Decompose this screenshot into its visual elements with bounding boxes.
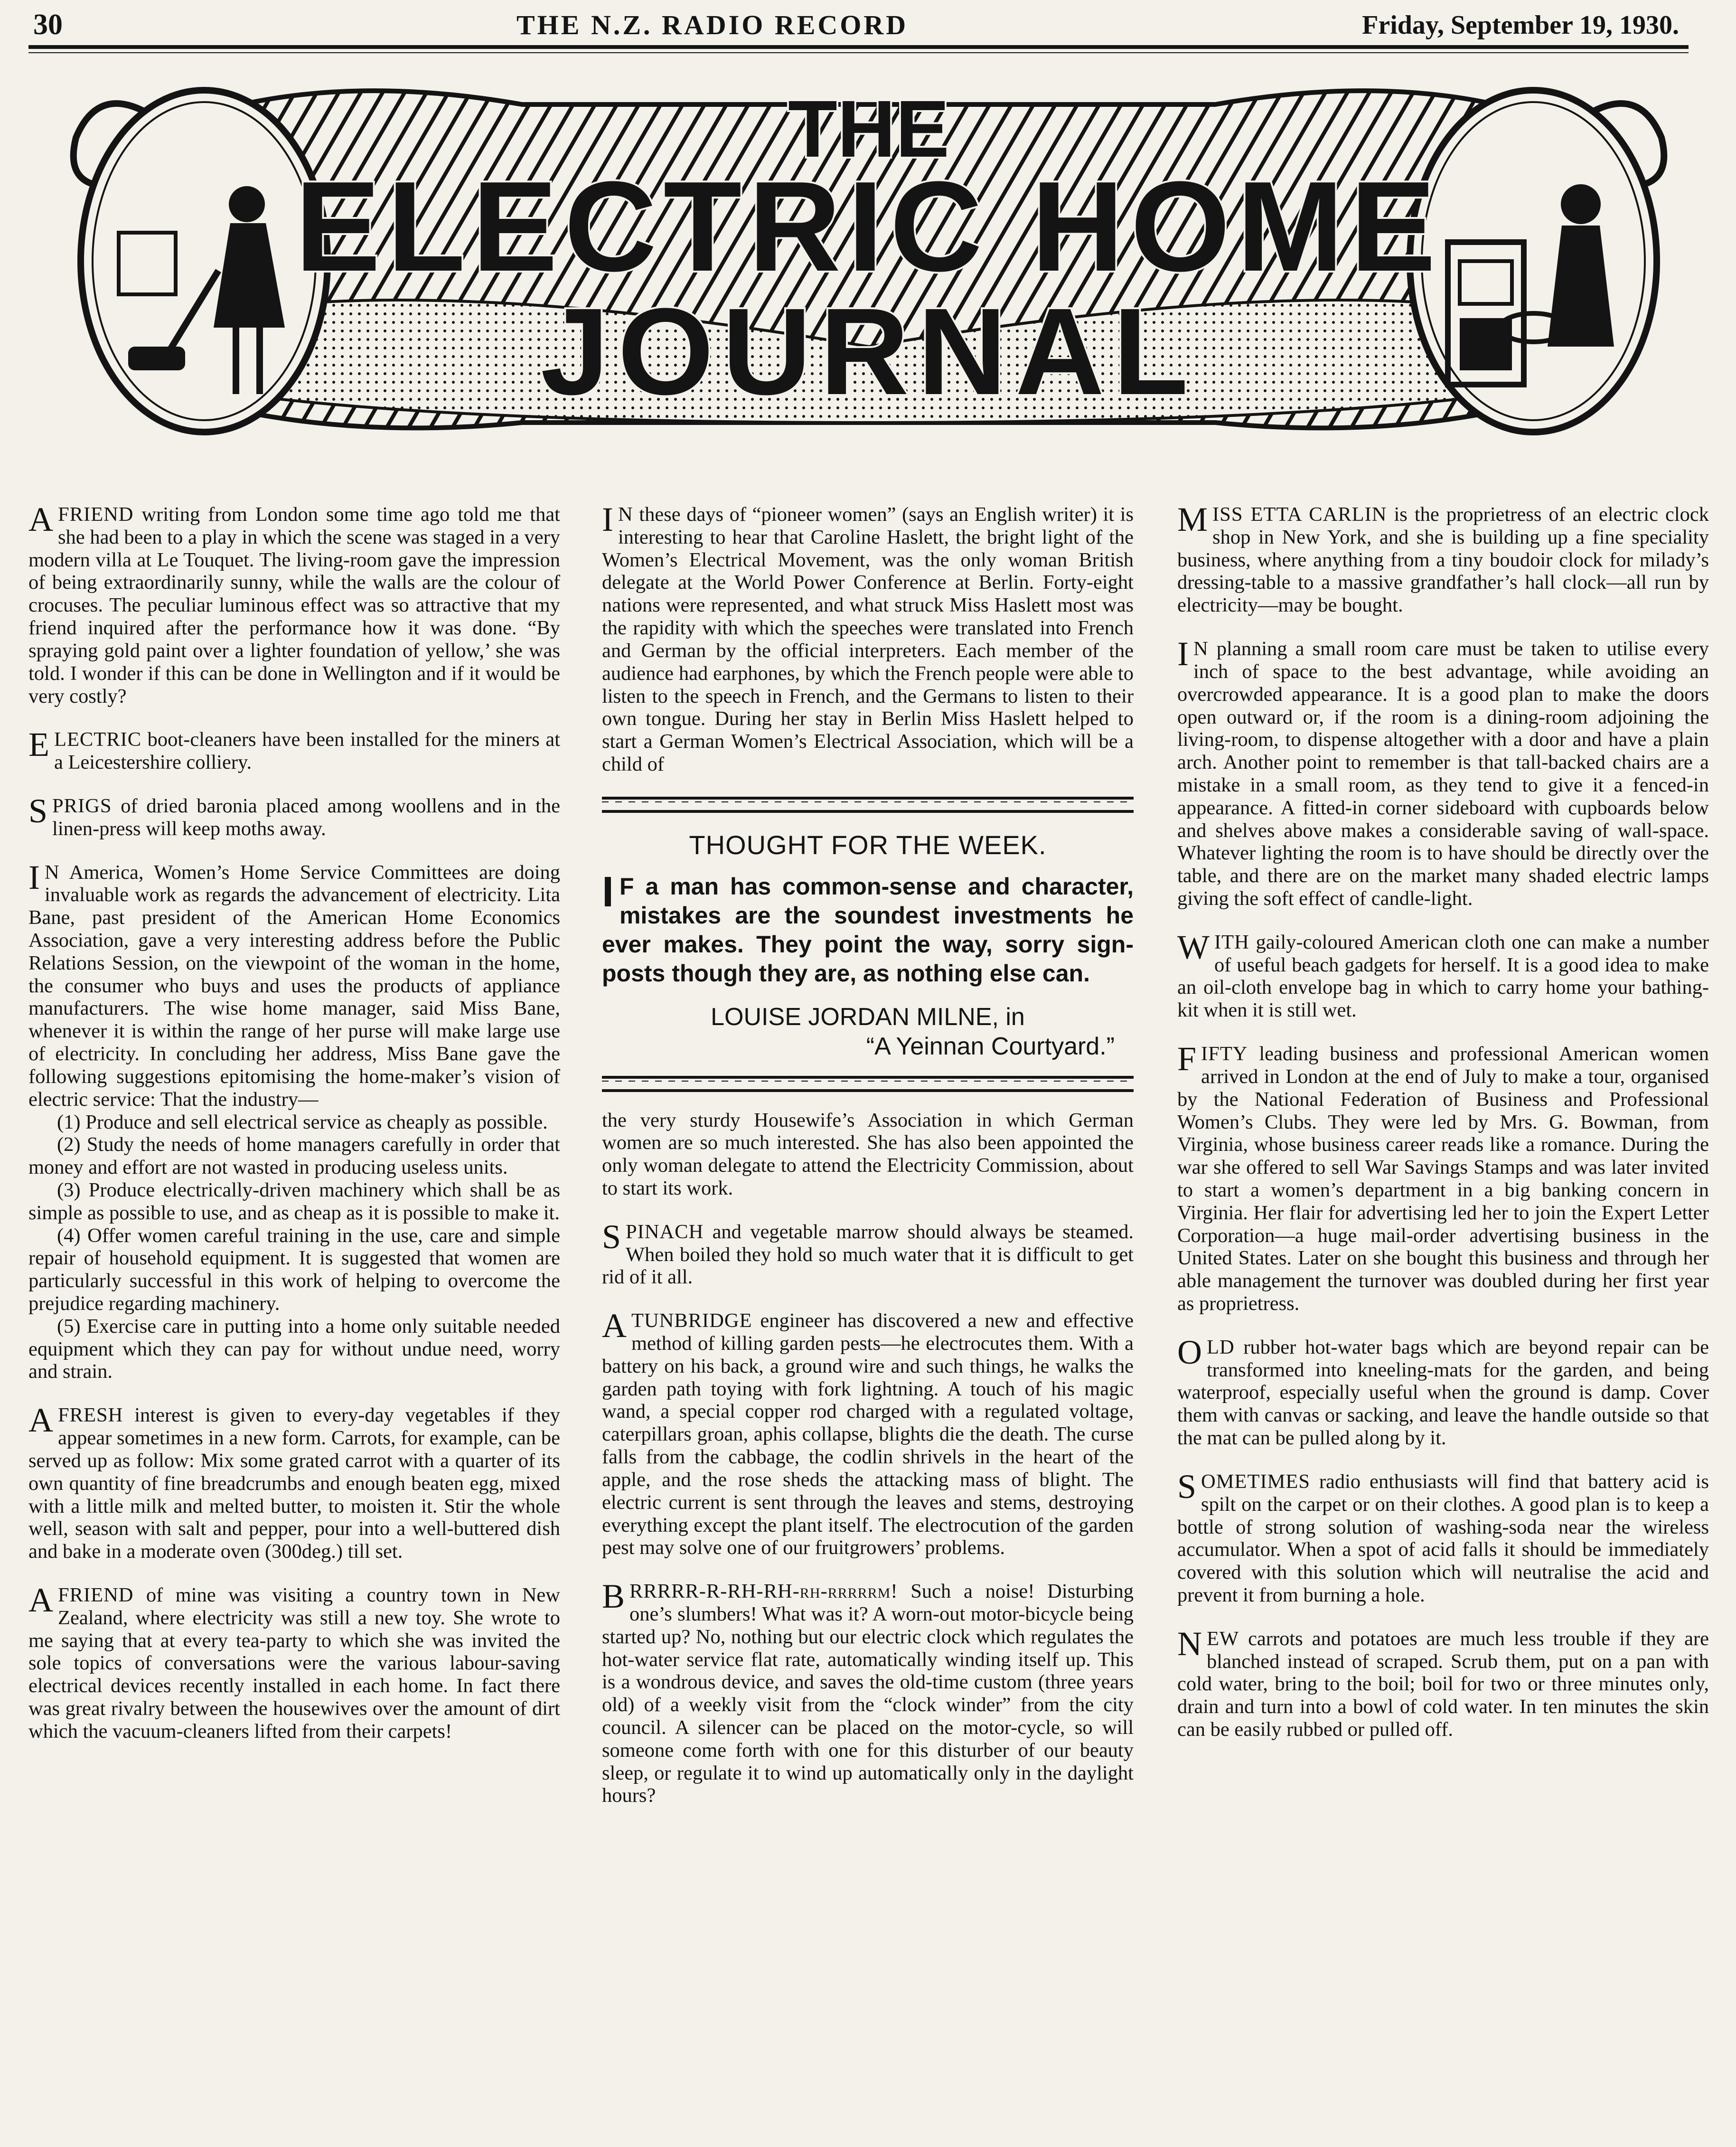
article	[28, 1401, 561, 1563]
article-body	[1177, 928, 1709, 1022]
ornamental-divider-bottom	[602, 1076, 1134, 1092]
article	[1177, 1333, 1709, 1450]
thought-source: “A Yeinnan Courtyard.”	[866, 1033, 1115, 1061]
article-body	[28, 725, 560, 774]
article-body	[1177, 1467, 1709, 1607]
column-2	[602, 500, 1134, 1828]
article	[28, 725, 560, 774]
article	[602, 1109, 1134, 1200]
article-body	[1177, 1040, 1709, 1315]
ornamental-divider-top	[602, 797, 1134, 813]
lead-in: OMETIMES	[1201, 1470, 1310, 1493]
article	[602, 1309, 1134, 1559]
thought-drop-cap: I	[602, 868, 614, 916]
lead-in: LECTRIC	[54, 728, 142, 751]
drop-cap: A	[28, 1581, 53, 1619]
article-text: and vegetable marrow should always be steamed. When boiled they hold so much water that it is difficult to get rid of it all.	[602, 1220, 1134, 1289]
drop-cap: B	[602, 1577, 625, 1616]
article	[602, 1217, 1134, 1289]
masthead-line-journal: JOURNAL	[540, 283, 1197, 421]
article-text: writing from London some time ago told me that she had been to a play in which the scene was staged in a very modern villa at Le Touquet. The living-room gave the impression of being extraordinarily sunny, while the walls are the colour of crocuses. The peculiar luminous effect was so attractive that my friend inquired after the performance how it was done. “By spraying gold paint over a lighter foundation of yellow,’ she was told. I wonder if this can be done in Wellington and if it would be very costly?	[28, 503, 560, 707]
lead-in: RRRRR-R-RH-RH-rh-rrrrrm!	[629, 1580, 898, 1603]
drop-cap: W	[1177, 928, 1210, 966]
article-text: gaily-coloured American cloth one can make a number of useful beach gadgets for herself. It is a good idea to make an oil-cloth envelope bag in which to carry home your bathing-kit when it is still wet.	[1177, 931, 1709, 1022]
masthead-illustration	[47, 62, 1690, 475]
thought-text	[602, 868, 1134, 988]
drop-cap: A	[602, 1307, 627, 1345]
article-body	[602, 500, 1134, 776]
article-body	[1177, 635, 1709, 910]
drop-cap: N	[1177, 1624, 1202, 1663]
article	[1177, 1624, 1709, 1741]
page-number: 30	[33, 9, 63, 41]
article	[1177, 500, 1709, 617]
drop-cap: E	[28, 725, 49, 764]
lead-in: PINACH	[626, 1220, 704, 1243]
article-body	[28, 858, 560, 1111]
lead-in: N	[44, 861, 60, 884]
thought-attribution	[602, 1002, 1134, 1062]
suggestion-item: (4) Offer women careful training in the use, care and simple repair of household equipment. It is suggested that women are particularly successful in this work of helping to overcome the prejudice regarding machinery.	[28, 1224, 560, 1315]
article	[602, 500, 1134, 776]
thought-author: LOUISE JORDAN MILNE, in	[711, 1003, 1025, 1031]
article	[1177, 1467, 1709, 1607]
suggestion-list	[28, 1111, 560, 1384]
running-head	[33, 5, 1679, 45]
article-text: of dried baronia placed among woollens and in the linen-press will keep moths away.	[52, 794, 561, 840]
article	[28, 791, 561, 840]
lead-in: FRIEND	[58, 503, 134, 526]
article-text: radio enthusiasts will find that battery acid is spilt on the carpet or on their clothes. A good plan is to keep a bottle of strong solution of washing-soda near the wireless accumulator. When a spot of acid falls it should be immediately covered with this solution which will neutralise the acid and prevent it from burning a hole.	[1177, 1470, 1709, 1606]
lead-in: PRIGS	[52, 794, 112, 817]
article-body	[28, 1401, 561, 1563]
thought-body: F a man has common-sense and character, mistakes are the soundest investments he ever makes. They point the way, sorry sign-posts though they are, as nothing else can.	[602, 873, 1134, 987]
article	[1177, 635, 1709, 910]
article	[28, 500, 560, 707]
article	[1177, 928, 1709, 1022]
article-text: Such a noise! Disturbing one’s slumbers! What was it? A worn-out motor-bicycle being started up? No, nothing but our electric clock which regulates the hot-water service flat rate, automatically winding itself up. This is a wondrous device, and saves the old-time custom (three years old) of a weekly visit from the “clock winder” from the city council. A silencer can be placed on the motor-cycle, so will someone come forth with one for this disturber of our beauty sleep, or regulate it to wind up automatically only in the daylight hours?	[602, 1580, 1134, 1807]
publication-title: THE N.Z. RADIO RECORD	[516, 9, 909, 40]
thought-heading: THOUGHT FOR THE WEEK.	[689, 829, 1047, 860]
lead-in: IFTY	[1201, 1043, 1248, 1065]
article-body	[1177, 1333, 1709, 1450]
article	[28, 858, 560, 1384]
lead-in: EW	[1207, 1627, 1239, 1650]
drop-cap: S	[602, 1217, 621, 1256]
lead-in: FRESH	[58, 1404, 123, 1427]
article	[1177, 1040, 1709, 1315]
lead-in: N	[618, 503, 633, 526]
article-body	[602, 1217, 1134, 1289]
drop-cap: I	[1177, 635, 1189, 673]
article-text: engineer has discovered a new and effective method of killing garden pests—he electrocutes them. With a battery on his back, a ground wire and such things, he walks the garden path toying with fork lightning. A touch of his magic wand, a special copper rod charged with a regulated voltage, caterpillars groan, aphis collapse, blights die the death. The curse falls from the cabbage, the codlin shrivels in the heart of the apple, and the rose sheds the attacking mass of blight. The electric current is sent through the leaves and stems, destroying everything except the plant itself. The electrocution of the garden pest may solve one of our fruitgrowers’ problems.	[602, 1309, 1134, 1559]
drop-cap: S	[1177, 1467, 1197, 1506]
article-text: these days of “pioneer women” (says an English writer) it is interesting to hear that Caroline Haslett, the bright light of the Women’s Electrical Movement, was the only woman British delegate at the World Power Conference at Berlin. Forty-eight nations were represented, and what struck Miss Haslett most was the rapidity with which the speeches were translated into French and German by the official interpreters. Each member of the audience had earphones, by which the French people were able to listen to the speech in French, and the Germans to listen to their own tongue. During her stay in Berlin Miss Haslett helped to start a German Women’s Electrical Association, which will be a child of	[602, 503, 1134, 775]
article-text: boot-cleaners have been installed for the miners at a Leicestershire colliery.	[54, 728, 560, 774]
article	[28, 1581, 560, 1743]
masthead-line-the: THE	[788, 84, 949, 174]
lead-in: ITH	[1214, 931, 1249, 953]
article-body	[602, 1309, 1134, 1559]
drop-cap: O	[1177, 1333, 1202, 1371]
article-text: leading business and professional American women arrived in London at the end of July to make a tour, organised by the National Federation of Business and Professional Women’s Clubs. They were led by Mrs. G. Bowman, from Virginia, whose business career reads like a romance. During the war she offered to sell War Savings Stamps and was later invited to start a women’s department in a big banking concern in Virginia. Her flair for advertising led her to join the Expert Letter Corporation—a huge mail-order advertising business in the United States. Later on she bought this business and through her able management the turnover was doubled during her first year as proprietress.	[1177, 1043, 1709, 1315]
masthead-line-electric-home: ELECTRIC HOME	[295, 155, 1443, 298]
thought-for-the-week-box	[602, 830, 1134, 1062]
column-1	[28, 500, 561, 1764]
article-body	[1177, 1624, 1709, 1741]
article-body	[28, 1581, 560, 1743]
suggestion-item: (5) Exercise care in putting into a home only suitable needed equipment which they can pay for without undue need, worry and strain.	[28, 1315, 560, 1383]
drop-cap: M	[1177, 500, 1208, 538]
lead-in: LD	[1207, 1336, 1235, 1358]
issue-date: Friday, September 19, 1930.	[1362, 10, 1679, 40]
article-text: America, Women’s Home Service Committees are doing invaluable work as regards the advancement of electricity. Lita Bane, past president of the American Home Economics Association, gave a very interesting address before the Public Relations Session, on the viewpoint of the woman in the home, the consumer who buys and uses the products of appliance manufacturers. The wise home manager, said Miss Bane, whenever it is within the range of her purse will make large use of electricity. In concluding her address, Miss Bane gave the following suggestions epitomising the home-maker’s vision of electric service: That the industry—	[28, 861, 560, 1111]
article-body	[28, 791, 561, 840]
suggestion-item: (1) Produce and sell electrical service as cheaply as possible.	[57, 1111, 548, 1133]
article-text: rubber hot-water bags which are beyond repair can be transformed into kneeling-mats for the garden, and being waterproof, especially useful when the ground is damp. Cover them with canvas or sacking, and leave the handle outside so that the mat can be pulled along by it.	[1177, 1336, 1709, 1450]
masthead-banner	[47, 62, 1690, 475]
drop-cap: S	[28, 791, 48, 830]
column-3	[1177, 500, 1709, 1762]
article-text: is the proprietress of an electric clock shop in New York, and she is building up a fine speciality business, where anything from a tiny boudoir clock for milady’s dressing-table to a massive grandfather’s hall clock—all run by electricity—may be bought.	[1177, 503, 1709, 617]
article-body	[28, 500, 560, 707]
article-text: interest is given to every-day vegetables if they appear sometimes in a new form. Carrots, for example, can be served up as follow: Mix some grated carrot with a quarter of its own quantity of fine breadcrumbs and enough beaten egg, mixed with a little milk and melted butter, to moisten it. Stir the whole well, season with salt and pepper, pour into a well-buttered dish and bake in a moderate oven (300deg.) till set.	[28, 1404, 561, 1563]
article-text: planning a small room care must be taken to utilise every inch of space to the best advantage, while avoiding an overcrowded appearance. It is a good plan to make the doors open outward or, if the room is a dining-room adjoining the living-room, to dispense altogether with a door and have a plain arch. Another point to remember is that tall-backed chairs are a mistake in a small room, as they tend to give it a fenced-in appearance. A fitted-in corner sideboard with cupboards below and shelves above makes a considerable saving of wall-space. Whatever lighting the room is to have should be directly over the table, and there are on the market many shaded electric lamps giving the soft effect of candle-light.	[1177, 638, 1709, 910]
article-text: of mine was visiting a country town in New Zealand, where electricity was still a new toy. She wrote to me saying that at every tea-party to which she was invited the sole topics of conversations were the various labour-saving electrical devices recently installed in each home. In fact there was great rivalry between the housewives over the amount of dirt which the vacuum-cleaners lifted from their carpets!	[28, 1583, 560, 1742]
article-body	[602, 1577, 1134, 1807]
lead-in: ISS ETTA CARLIN	[1212, 503, 1387, 526]
suggestion-item: (3) Produce electrically-driven machinery which shall be as simple as possible to use, and as cheap as it is possible to make it.	[28, 1178, 560, 1224]
article	[602, 1577, 1134, 1807]
article-body	[1177, 500, 1709, 617]
header-rule-thin	[28, 52, 1689, 53]
article-text: carrots and potatoes are much less trouble if they are blanched instead of scraped. Scrub them, put on a pan with cold water, bring to the boil; boil for two or three minutes only, drain and turn into a bowl of cold water. In ten minutes the skin can be easily rubbed or pulled off.	[1177, 1627, 1709, 1741]
suggestion-item: (2) Study the needs of home managers carefully in order that money and effort are not wasted in producing useless units.	[28, 1133, 560, 1179]
lead-in: FRIEND	[58, 1583, 134, 1606]
drop-cap: I	[28, 858, 40, 896]
lead-in: TUNBRIDGE	[631, 1309, 752, 1332]
drop-cap: I	[602, 500, 613, 538]
drop-cap: F	[1177, 1040, 1197, 1078]
header-rule	[28, 45, 1689, 49]
article-body	[602, 1109, 1134, 1200]
lead-in: N	[1193, 638, 1209, 660]
drop-cap: A	[28, 1401, 53, 1440]
article-text: the very sturdy Housewife’s Association in which German women are so much interested. She has also been appointed the only woman delegate to attend the Electricity Commission, about to start its work.	[602, 1109, 1134, 1199]
drop-cap: A	[28, 500, 53, 538]
